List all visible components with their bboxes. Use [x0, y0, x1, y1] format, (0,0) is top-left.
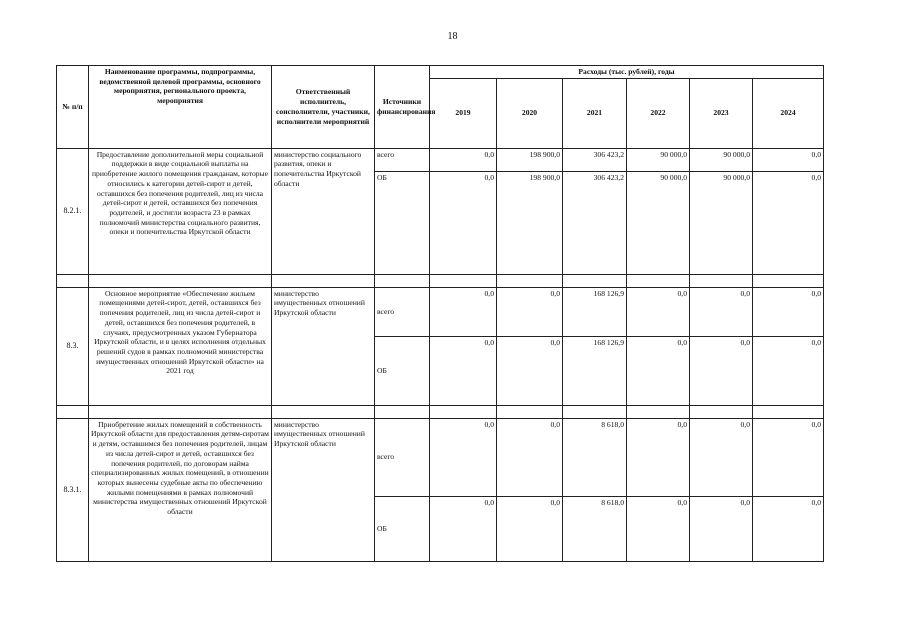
header-num: № п/п: [57, 66, 89, 149]
value-cell: 198 900,0: [497, 171, 563, 274]
value-cell: 0,0: [497, 336, 563, 405]
row-number: 8.2.1.: [57, 148, 89, 274]
value-cell: 0,0: [753, 496, 824, 561]
header-source: Источники финансирования: [375, 66, 430, 149]
header-year: 2022: [627, 78, 690, 148]
value-cell: 168 126,9: [563, 287, 627, 336]
value-cell: 90 000,0: [690, 148, 753, 171]
value-cell: 0,0: [430, 336, 497, 405]
value-cell: 198 900,0: [497, 148, 563, 171]
header-expenses: Расходы (тыс. рублей), годы: [430, 66, 824, 79]
executor-cell: министерство социального развития, опеки и попечительства Иркутской области: [272, 148, 375, 274]
value-cell: 0,0: [430, 418, 497, 496]
source-label: всего: [375, 418, 430, 496]
value-cell: 168 126,9: [563, 336, 627, 405]
source-label: всего: [375, 148, 430, 171]
value-cell: 0,0: [497, 496, 563, 561]
table-row-spacer: [57, 405, 824, 418]
row-number: 8.3.: [57, 287, 89, 405]
value-cell: 0,0: [753, 171, 824, 274]
value-cell: 0,0: [753, 336, 824, 405]
value-cell: 0,0: [753, 287, 824, 336]
source-label: ОБ: [375, 336, 430, 405]
row-number: 8.3.1.: [57, 418, 89, 561]
value-cell: 0,0: [627, 287, 690, 336]
header-name: Наименование программы, подпрограммы, ведомственной целевой программы, основного мероприятия, регионального проекта, мероприятия: [89, 66, 272, 149]
executor-cell: министерство имущественных отношений Иркутской области: [272, 287, 375, 405]
table-row: [57, 148, 824, 171]
value-cell: 0,0: [430, 171, 497, 274]
source-label: всего: [375, 287, 430, 336]
value-cell: 0,0: [690, 336, 753, 405]
value-cell: 0,0: [690, 287, 753, 336]
page-number: 18: [447, 31, 458, 42]
executor-cell: министерство имущественных отношений Иркутской области: [272, 418, 375, 561]
header-year: 2023: [690, 78, 753, 148]
value-cell: 0,0: [690, 496, 753, 561]
header-year: 2020: [497, 78, 563, 148]
value-cell: 0,0: [753, 148, 824, 171]
budget-table: [56, 65, 824, 562]
value-cell: 0,0: [430, 496, 497, 561]
table-row-spacer: [57, 274, 824, 287]
table-row: [57, 287, 824, 336]
value-cell: 0,0: [430, 148, 497, 171]
value-cell: 90 000,0: [627, 148, 690, 171]
value-cell: 0,0: [497, 418, 563, 496]
table-row: [57, 418, 824, 496]
value-cell: 0,0: [753, 418, 824, 496]
header-year: 2019: [430, 78, 497, 148]
value-cell: 90 000,0: [690, 171, 753, 274]
header-year: 2021: [563, 78, 627, 148]
measure-name: Основное мероприятие «Обеспечение жильем помещениями детей-сирот, детей, оставшихся без попечения родителей, лиц из числа детей-сирот и детей, оставшихся без попечения родителей, в случаях, предусмотренных указом Губернатора Иркутской области, и в целях исполнения отдельных решений судов в рамках полномочий министерства имущественных отношений Иркутской области» на 2021 год: [89, 287, 272, 405]
value-cell: 8 618,0: [563, 496, 627, 561]
value-cell: 0,0: [430, 287, 497, 336]
value-cell: 0,0: [627, 496, 690, 561]
value-cell: 0,0: [627, 418, 690, 496]
header-year: 2024: [753, 78, 824, 148]
source-label: ОБ: [375, 171, 430, 274]
value-cell: 0,0: [627, 336, 690, 405]
value-cell: 0,0: [497, 287, 563, 336]
value-cell: 8 618,0: [563, 418, 627, 496]
value-cell: 0,0: [690, 418, 753, 496]
value-cell: 306 423,2: [563, 171, 627, 274]
measure-name: Предоставление дополнительной меры социальной поддержки в виде социальной выплаты на приобретение жилого помещения гражданам, которые относились к категории детей-сирот и детей, оставшихся без попечения родителей, лиц из числа детей-сирот и детей, оставшихся без попечения родителей, и достигли возраста 23 в рамках полномочий министерства социального развития, опеки и попечительства Иркутской области: [89, 148, 272, 274]
header-executor: Ответственный исполнитель, соисполнители, участники, исполнители мероприятий: [272, 66, 375, 149]
value-cell: 306 423,2: [563, 148, 627, 171]
source-label: ОБ: [375, 496, 430, 561]
measure-name: Приобретение жилых помещений в собственность Иркутской области для предоставления детям-сиротам и детям, оставшимся без попечения родителей, лицам из числа детей-сирот и детей, оставшихся без попечения родителей, по договорам найма специализированных жилых помещений, в отношении которых вынесены судебные акты по обеспечению жилыми помещениями в рамках полномочий министерства имущественных отношений Иркутской области: [89, 418, 272, 561]
value-cell: 90 000,0: [627, 171, 690, 274]
